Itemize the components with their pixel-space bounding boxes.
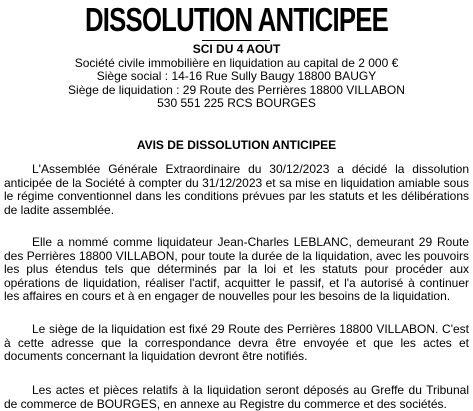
notice-heading: AVIS DE DISSOLUTION ANTICIPEE: [136, 138, 337, 152]
rcs-number: 530 551 225 RCS BOURGES: [157, 96, 316, 111]
paragraph-liquidator: Elle a nommé comme liquidateur Jean-Charles LEBLANC, demeurant 29 Route des Perrières 18800 VILLABON, pour toute la durée de la liquidation, avec les pouvoirs les plus étendus tels que déterminés par la loi et les statuts pour procéder aux opérations de liquidation, réaliser l'actif, acquitter le passif, et l'a autorisé à continuer les affaires en cours et à en engager de nouvelles pour les besoins de la liquidation.: [4, 235, 469, 304]
company-form: Société civile immobilière en liquidation au capital de 2 000 €: [74, 55, 399, 70]
paragraph-filing: Les actes et pièces relatifs à la liquidation seront déposés au Greffe du Tribunal de commerce de BOURGES, en annexe au Registre du commerce et des sociétés.: [4, 383, 469, 411]
company-name: SCI DU 4 AOUT: [192, 42, 281, 56]
paragraph-liquidation-seat: Le siège de la liquidation est fixé 29 Route des Perrières 18800 VILLABON. C'est à cette adresse que la correspondance devra être envoyée et que les actes et documents concernant la liquidation devront être notifiés.: [4, 322, 469, 364]
paragraph-dissolution: L'Assemblée Générale Extraordinaire du 30/12/2023 a décidé la dissolution anticipée de la Société à compter du 31/12/2023 et sa mise en liquidation amiable sous le régime conventionnel dans les conditions prévues par les statuts et les délibérations de ladite assemblée.: [4, 162, 469, 217]
registered-office: Siège social : 14-16 Rue Sully Baugy 18800 BAUGY: [96, 69, 377, 84]
notice-title: DISSOLUTION ANTICIPEE: [84, 1, 389, 38]
title-divider: [202, 40, 270, 41]
liquidation-office: Siège de liquidation : 29 Route des Perrières 18800 VILLABON: [68, 82, 405, 97]
company-info: [0, 43, 473, 111]
